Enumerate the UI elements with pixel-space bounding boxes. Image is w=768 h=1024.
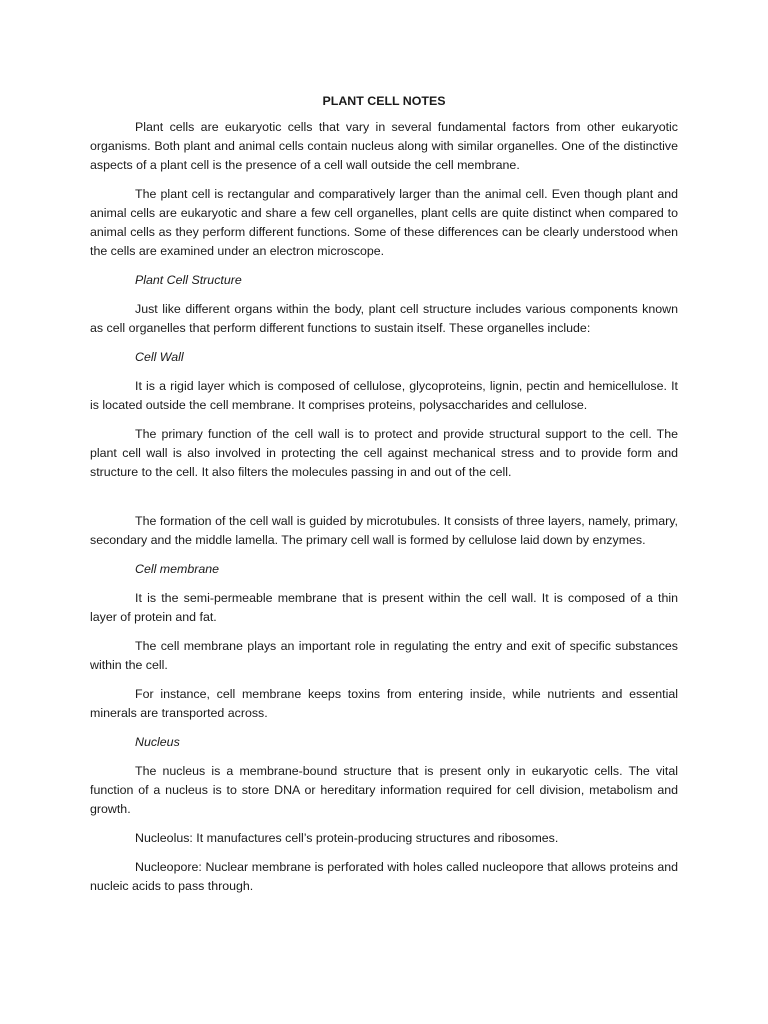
cell-membrane-paragraph-2: The cell membrane plays an important role in regulating the entry and exit of specific substances within the cell. xyxy=(90,639,678,672)
cell-wall-paragraph-1: It is a rigid layer which is composed of cellulose, glycoproteins, lignin, pectin and hemicellulose. It is located outside the cell membrane. It comprises proteins, polysaccharides and cellulose. xyxy=(90,379,678,412)
paragraph-gap xyxy=(90,492,678,512)
nucleus-heading: Nucleus xyxy=(135,735,180,749)
nucleopore-paragraph: Nucleopore: Nuclear membrane is perforated with holes called nucleopore that allows proteins and nucleic acids to pass through. xyxy=(90,860,678,893)
cell-membrane-paragraph-1: It is the semi-permeable membrane that is present within the cell wall. It is composed of a thin layer of protein and fat. xyxy=(90,591,678,624)
cell-wall-heading: Cell Wall xyxy=(135,350,184,364)
document-title: PLANT CELL NOTES xyxy=(322,94,446,108)
nucleus-paragraph: The nucleus is a membrane-bound structure that is present only in eukaryotic cells. The vital function of a nucleus is to store DNA or hereditary information required for cell division, metabolism and growth. xyxy=(90,764,678,816)
structure-heading: Plant Cell Structure xyxy=(135,273,242,287)
document-body xyxy=(90,92,678,906)
cell-membrane-heading: Cell membrane xyxy=(135,562,220,576)
structure-paragraph: Just like different organs within the body, plant cell structure includes various components known as cell organelles that perform different functions to sustain itself. These organelles include: xyxy=(90,302,678,335)
intro-paragraph-1: Plant cells are eukaryotic cells that vary in several fundamental factors from other eukaryotic organisms. Both plant and animal cells contain nucleus along with similar organelles. One of the distinctive aspects of a plant cell is the presence of a cell wall outside the cell membrane. xyxy=(90,120,678,172)
intro-paragraph-2: The plant cell is rectangular and comparatively larger than the animal cell. Even though plant and animal cells are eukaryotic and share a few cell organelles, plant cells are quite distinct when compared to animal cells as they perform different functions. Some of these differences can be clearly understood when the cells are examined under an electron microscope. xyxy=(90,187,678,258)
cell-wall-paragraph-3: The formation of the cell wall is guided by microtubules. It consists of three layers, namely, primary, secondary and the middle lamella. The primary cell wall is formed by cellulose laid down by enzymes. xyxy=(90,514,678,547)
nucleolus-paragraph: Nucleolus: It manufactures cell’s protein-producing structures and ribosomes. xyxy=(135,831,559,845)
cell-membrane-paragraph-3: For instance, cell membrane keeps toxins from entering inside, while nutrients and essential minerals are transported across. xyxy=(90,687,678,720)
cell-wall-paragraph-2: The primary function of the cell wall is to protect and provide structural support to the cell. The plant cell wall is also involved in protecting the cell against mechanical stress and to provide form and structure to the cell. It also filters the molecules passing in and out of the cell. xyxy=(90,427,678,479)
